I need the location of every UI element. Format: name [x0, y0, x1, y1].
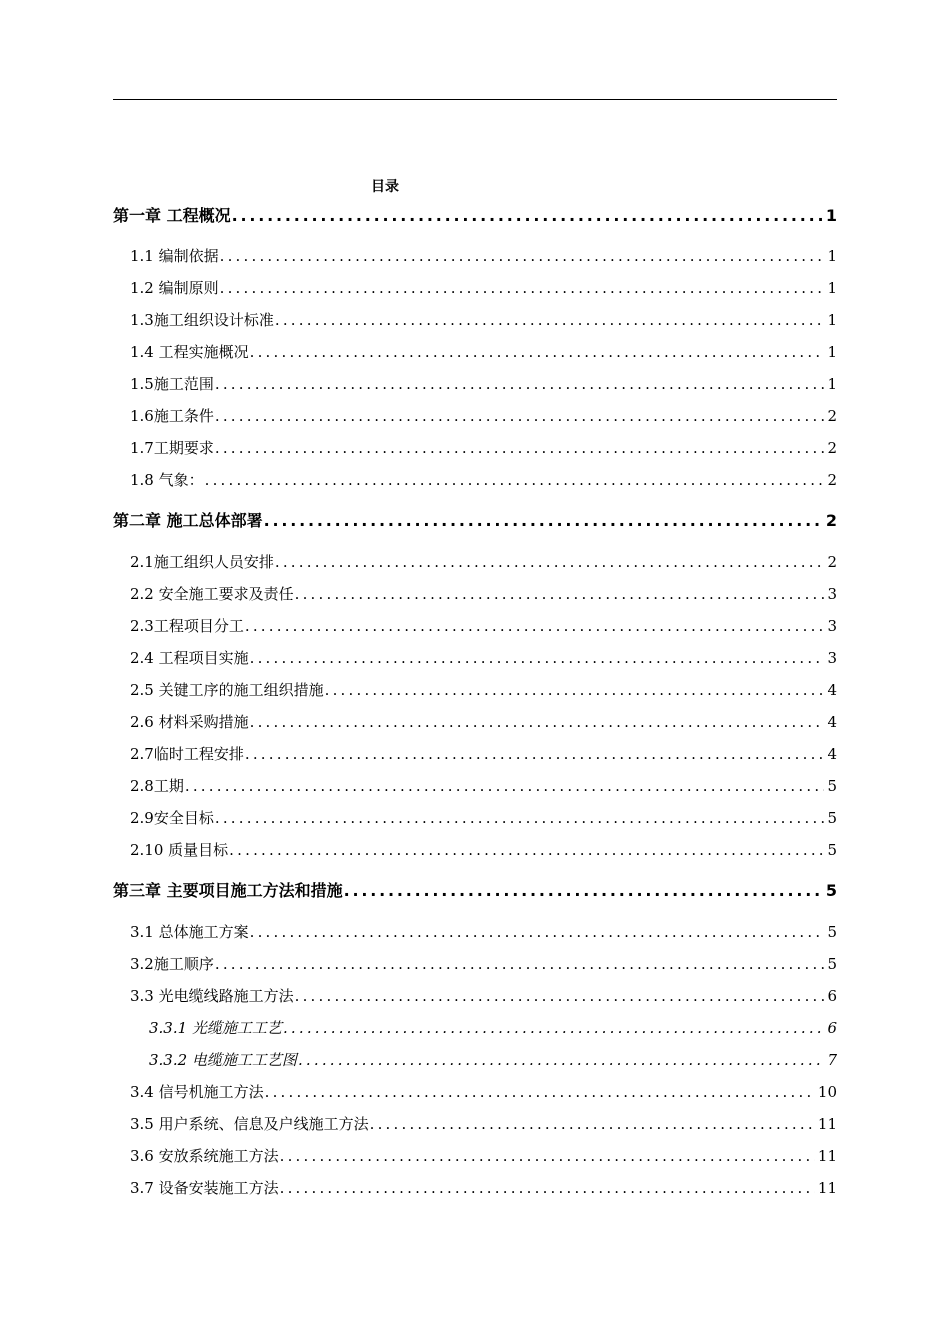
toc-entry-page: 5 [827, 809, 837, 827]
toc-section-entry[interactable] [130, 984, 837, 1008]
toc-dot-leader [265, 1080, 815, 1104]
toc-entry-label: 3.3.1 光缆施工工艺 [149, 1019, 282, 1037]
toc-entry-label: 1.1 编制依据 [130, 247, 219, 265]
toc-chapter-entry[interactable] [113, 204, 837, 228]
toc-section-entry[interactable] [130, 582, 837, 606]
toc-entry-page: 11 [817, 1179, 837, 1197]
toc-title: 目录 [371, 179, 399, 195]
toc-dot-leader [229, 838, 824, 862]
toc-entry-page: 5 [827, 777, 837, 795]
toc-section-entry[interactable] [130, 646, 837, 670]
toc-entry-page: 5 [827, 955, 837, 973]
toc-section-entry[interactable] [130, 774, 837, 798]
toc-dot-leader [185, 774, 825, 798]
toc-entry-page: 2 [825, 511, 837, 530]
toc-entry-label: 1.6施工条件 [130, 407, 214, 425]
toc-entry-page: 4 [827, 713, 837, 731]
toc-entry-label: 第二章 施工总体部署 [113, 511, 263, 530]
toc-section-entry[interactable] [130, 806, 837, 830]
toc-dot-leader [245, 742, 825, 766]
toc-section-entry[interactable] [130, 1176, 837, 1200]
toc-section-entry[interactable] [130, 404, 837, 428]
toc-entry-label: 1.8 气象： [130, 471, 204, 489]
toc-section-entry[interactable] [130, 614, 837, 638]
toc-entry-page: 1 [825, 206, 837, 225]
toc-entry-label: 2.8工期 [130, 777, 184, 795]
toc-entry-page: 3 [827, 617, 837, 635]
toc-section-entry[interactable] [130, 468, 837, 492]
toc-section-entry[interactable] [130, 308, 837, 332]
toc-dot-leader [275, 308, 825, 332]
toc-entry-label: 2.6 材料采购措施 [130, 713, 249, 731]
toc-entry-label: 1.5施工范围 [130, 375, 214, 393]
toc-dot-leader [264, 509, 823, 533]
toc-chapter-entry[interactable] [113, 879, 837, 903]
toc-section-entry[interactable] [130, 710, 837, 734]
toc-section-entry[interactable] [130, 1112, 837, 1136]
toc-entry-label: 2.10 质量目标 [130, 841, 229, 859]
toc-entry-page: 2 [827, 553, 837, 571]
toc-section-entry[interactable] [130, 372, 837, 396]
toc-dot-leader [245, 614, 825, 638]
toc-dot-leader [295, 984, 825, 1008]
header-rule [113, 99, 837, 100]
toc-dot-leader [370, 1112, 815, 1136]
toc-dot-leader [283, 1016, 825, 1040]
toc-section-entry[interactable] [130, 550, 837, 574]
toc-entry-label: 3.1 总体施工方案 [130, 923, 249, 941]
toc-section-entry[interactable] [130, 436, 837, 460]
toc-entry-label: 1.2 编制原则 [130, 279, 219, 297]
toc-entry-label: 3.5 用户系统、信息及户线施工方法 [130, 1115, 369, 1133]
toc-entry-page: 4 [827, 681, 837, 699]
toc-entry-label: 第三章 主要项目施工方法和措施 [113, 881, 343, 900]
toc-entry-label: 2.1施工组织人员安排 [130, 553, 274, 571]
toc-dot-leader [280, 1176, 815, 1200]
toc-dot-leader [275, 550, 825, 574]
toc-entry-page: 11 [817, 1147, 837, 1165]
toc-entry-page: 5 [825, 881, 837, 900]
toc-entry-page: 1 [827, 279, 837, 297]
toc-entry-page: 7 [827, 1051, 837, 1069]
toc-entry-page: 5 [827, 923, 837, 941]
toc-dot-leader [344, 879, 823, 903]
toc-dot-leader [220, 244, 825, 268]
toc-dot-leader [325, 678, 825, 702]
toc-entry-label: 2.7临时工程安排 [130, 745, 244, 763]
toc-section-entry[interactable] [130, 920, 837, 944]
toc-section-entry[interactable] [130, 244, 837, 268]
toc-entry-page: 11 [817, 1115, 837, 1133]
toc-entry-label: 2.4 工程项目实施 [130, 649, 249, 667]
toc-dot-leader [215, 404, 825, 428]
toc-entry-label: 2.3工程项目分工 [130, 617, 244, 635]
toc-entry-page: 3 [827, 585, 837, 603]
toc-entry-page: 6 [827, 987, 837, 1005]
toc-section-entry[interactable] [130, 678, 837, 702]
toc-dot-leader [205, 468, 825, 492]
toc-section-entry[interactable] [130, 1080, 837, 1104]
toc-subsection-entry[interactable] [149, 1048, 837, 1072]
toc-entry-page: 6 [827, 1019, 837, 1037]
toc-entry-page: 5 [827, 841, 837, 859]
toc-entry-label: 1.3施工组织设计标准 [130, 311, 274, 329]
toc-chapter-entry[interactable] [113, 509, 837, 533]
toc-dot-leader [232, 204, 823, 228]
toc-dot-leader [215, 952, 825, 976]
toc-dot-leader [280, 1144, 815, 1168]
toc-entry-label: 1.4 工程实施概况 [130, 343, 249, 361]
toc-section-entry[interactable] [130, 340, 837, 364]
toc-entry-page: 4 [827, 745, 837, 763]
toc-section-entry[interactable] [130, 276, 837, 300]
toc-dot-leader [295, 582, 825, 606]
toc-entry-page: 10 [817, 1083, 837, 1101]
toc-entry-label: 第一章 工程概况 [113, 206, 231, 225]
toc-section-entry[interactable] [130, 952, 837, 976]
toc-entry-page: 1 [827, 311, 837, 329]
toc-entry-label: 3.3.2 电缆施工工艺图 [149, 1051, 297, 1069]
toc-section-entry[interactable] [130, 742, 837, 766]
toc-dot-leader [215, 436, 825, 460]
toc-dot-leader [250, 646, 825, 670]
toc-entry-page: 1 [827, 343, 837, 361]
toc-entry-page: 3 [827, 649, 837, 667]
toc-entry-label: 1.7工期要求 [130, 439, 214, 457]
toc-entry-label: 2.9安全目标 [130, 809, 214, 827]
toc-entry-label: 3.6 安放系统施工方法 [130, 1147, 279, 1165]
toc-dot-leader [250, 920, 825, 944]
toc-section-entry[interactable] [130, 1144, 837, 1168]
toc-entry-page: 2 [827, 471, 837, 489]
toc-dot-leader [215, 372, 825, 396]
toc-dot-leader [298, 1048, 825, 1072]
toc-dot-leader [220, 276, 825, 300]
toc-entry-label: 3.7 设备安装施工方法 [130, 1179, 279, 1197]
toc-entry-page: 1 [827, 375, 837, 393]
toc-entry-page: 2 [827, 407, 837, 425]
toc-dot-leader [250, 340, 825, 364]
toc-entry-page: 1 [827, 247, 837, 265]
toc-entry-label: 3.3 光电缆线路施工方法 [130, 987, 294, 1005]
toc-subsection-entry[interactable] [149, 1016, 837, 1040]
toc-entry-label: 2.2 安全施工要求及责任 [130, 585, 294, 603]
toc-dot-leader [215, 806, 825, 830]
toc-entry-page: 2 [827, 439, 837, 457]
toc-section-entry[interactable] [130, 838, 837, 862]
toc-entry-label: 3.4 信号机施工方法 [130, 1083, 264, 1101]
toc-dot-leader [250, 710, 825, 734]
toc-entry-label: 2.5 关键工序的施工组织措施 [130, 681, 324, 699]
toc-entry-label: 3.2施工顺序 [130, 955, 214, 973]
